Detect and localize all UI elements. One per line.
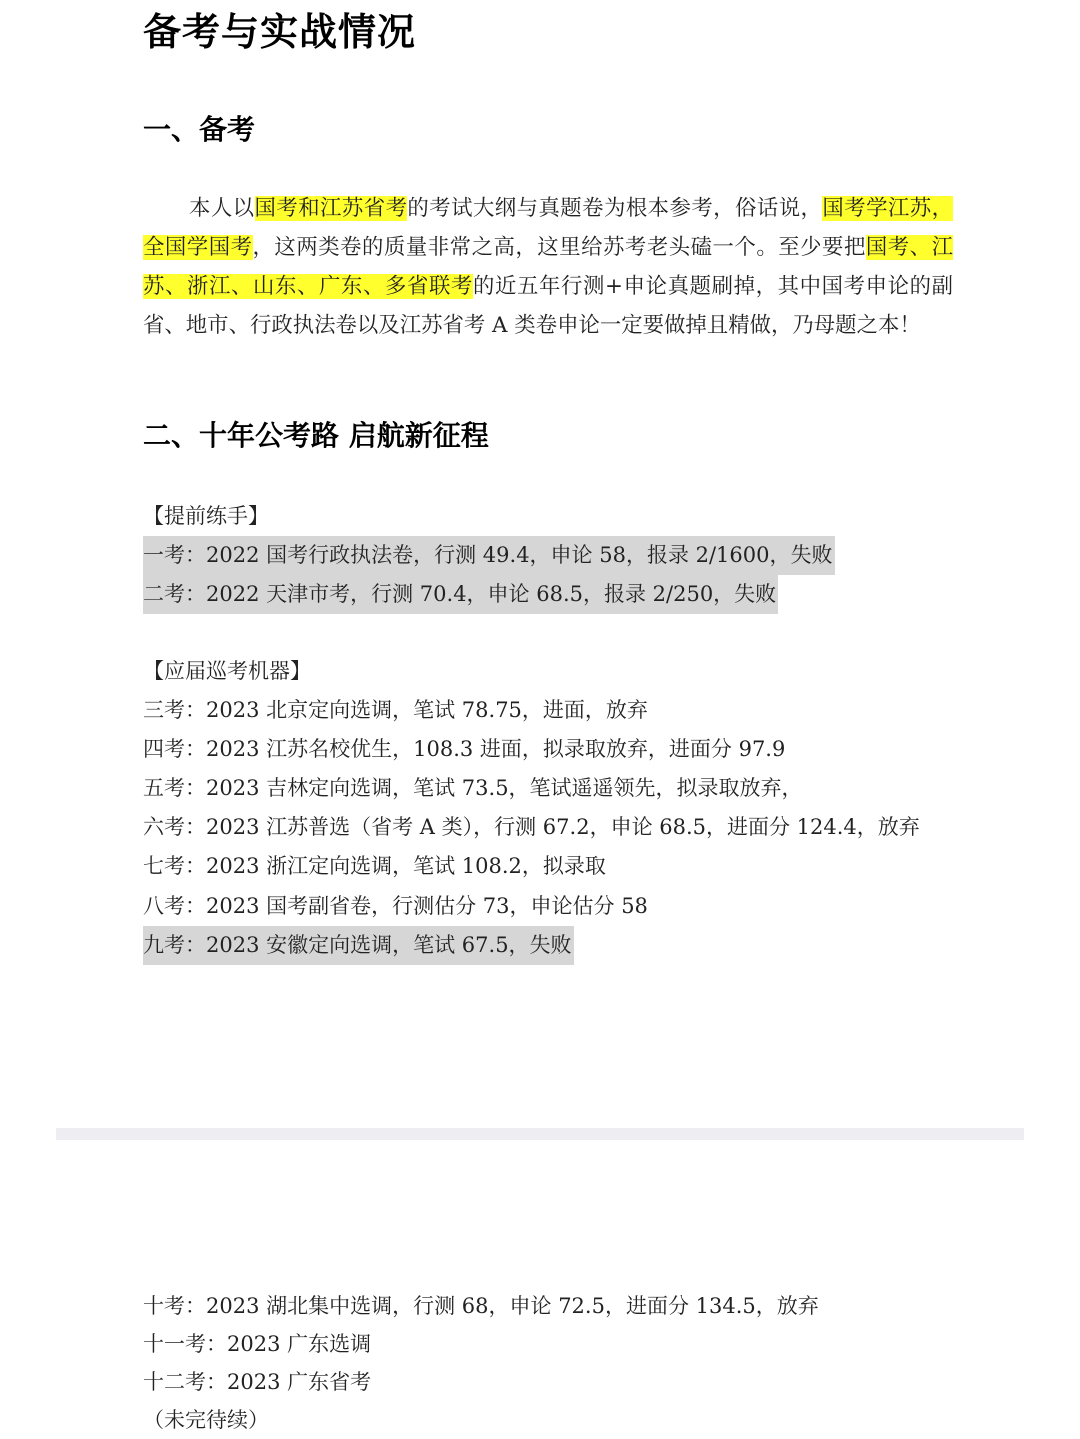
gray-highlighted-text: 九考：2023 安徽定向选调，笔试 67.5，失败 bbox=[143, 926, 574, 965]
list-item bbox=[143, 575, 835, 614]
list-label: 【提前练手】 bbox=[143, 504, 269, 528]
list-item: 三考：2023 北京定向选调，笔试 78.75，进面，放弃 bbox=[143, 698, 648, 723]
list-item: 十考：2023 湖北集中选调，行测 68，申论 72.5，进面分 134.5，放弃 bbox=[143, 1294, 819, 1318]
list-item: 四考：2023 江苏名校优生，108.3 进面，拟录取放弃，进面分 97.9 bbox=[143, 737, 786, 762]
practice-list bbox=[143, 497, 835, 614]
gray-highlighted-text: 一考：2022 国考行政执法卷，行测 49.4，申论 58，报录 2/1600，失败 bbox=[143, 536, 835, 575]
para-text: 本人以 bbox=[189, 196, 255, 221]
page-break-divider bbox=[56, 1128, 1024, 1140]
highlighted-text: 国考和江苏省考 bbox=[254, 196, 408, 221]
list-item bbox=[143, 926, 920, 965]
highlighted-text: 国考、江苏、浙江、山东、广东、多省联考 bbox=[143, 235, 953, 299]
para-text: 的近五年行测+申论真题刷掉，其中国考申论的副省、地市、行政执法卷以及江苏省考 A 类卷申论一定要做掉且精做，乃母题之本！ bbox=[143, 274, 953, 338]
list-item: 七考：2023 浙江定向选调，笔试 108.2，拟录取 bbox=[143, 854, 606, 879]
document-title: 备考与实战情况 bbox=[143, 10, 417, 54]
gray-highlighted-text: 二考：2022 天津市考，行测 70.4，申论 68.5，报录 2/250，失败 bbox=[143, 575, 778, 614]
list-item: （未完待续） bbox=[143, 1408, 269, 1432]
section-heading-prep: 一、备考 bbox=[143, 113, 256, 146]
list-label: 【应届巡考机器】 bbox=[143, 659, 311, 683]
list-item: 五考：2023 吉林定向选调，笔试 73.5，笔试遥遥领先，拟录取放弃， bbox=[143, 776, 803, 801]
list-item: 十二考：2023 广东省考 bbox=[143, 1370, 372, 1394]
graduate-list bbox=[143, 652, 920, 965]
para-text: 的考试大纲与真题卷为根本参考，俗话说， bbox=[407, 196, 823, 221]
para-text: ，这两类卷的质量非常之高，这里给苏考老头磕一个。至少要把 bbox=[252, 235, 866, 260]
list-item bbox=[143, 536, 835, 575]
highlighted-text: 国考学江苏，全国学国考 bbox=[143, 196, 953, 260]
continued-list bbox=[143, 1287, 819, 1439]
section-heading-journey: 二、十年公考路 启航新征程 bbox=[143, 419, 489, 452]
list-item: 六考：2023 江苏普选（省考 A 类），行测 67.2，申论 68.5，进面分 124.4，放弃 bbox=[143, 815, 920, 840]
list-item: 八考：2023 国考副省卷，行测估分 73，申论估分 58 bbox=[143, 893, 648, 918]
list-item: 十一考：2023 广东选调 bbox=[143, 1332, 372, 1356]
prep-paragraph bbox=[143, 189, 953, 345]
